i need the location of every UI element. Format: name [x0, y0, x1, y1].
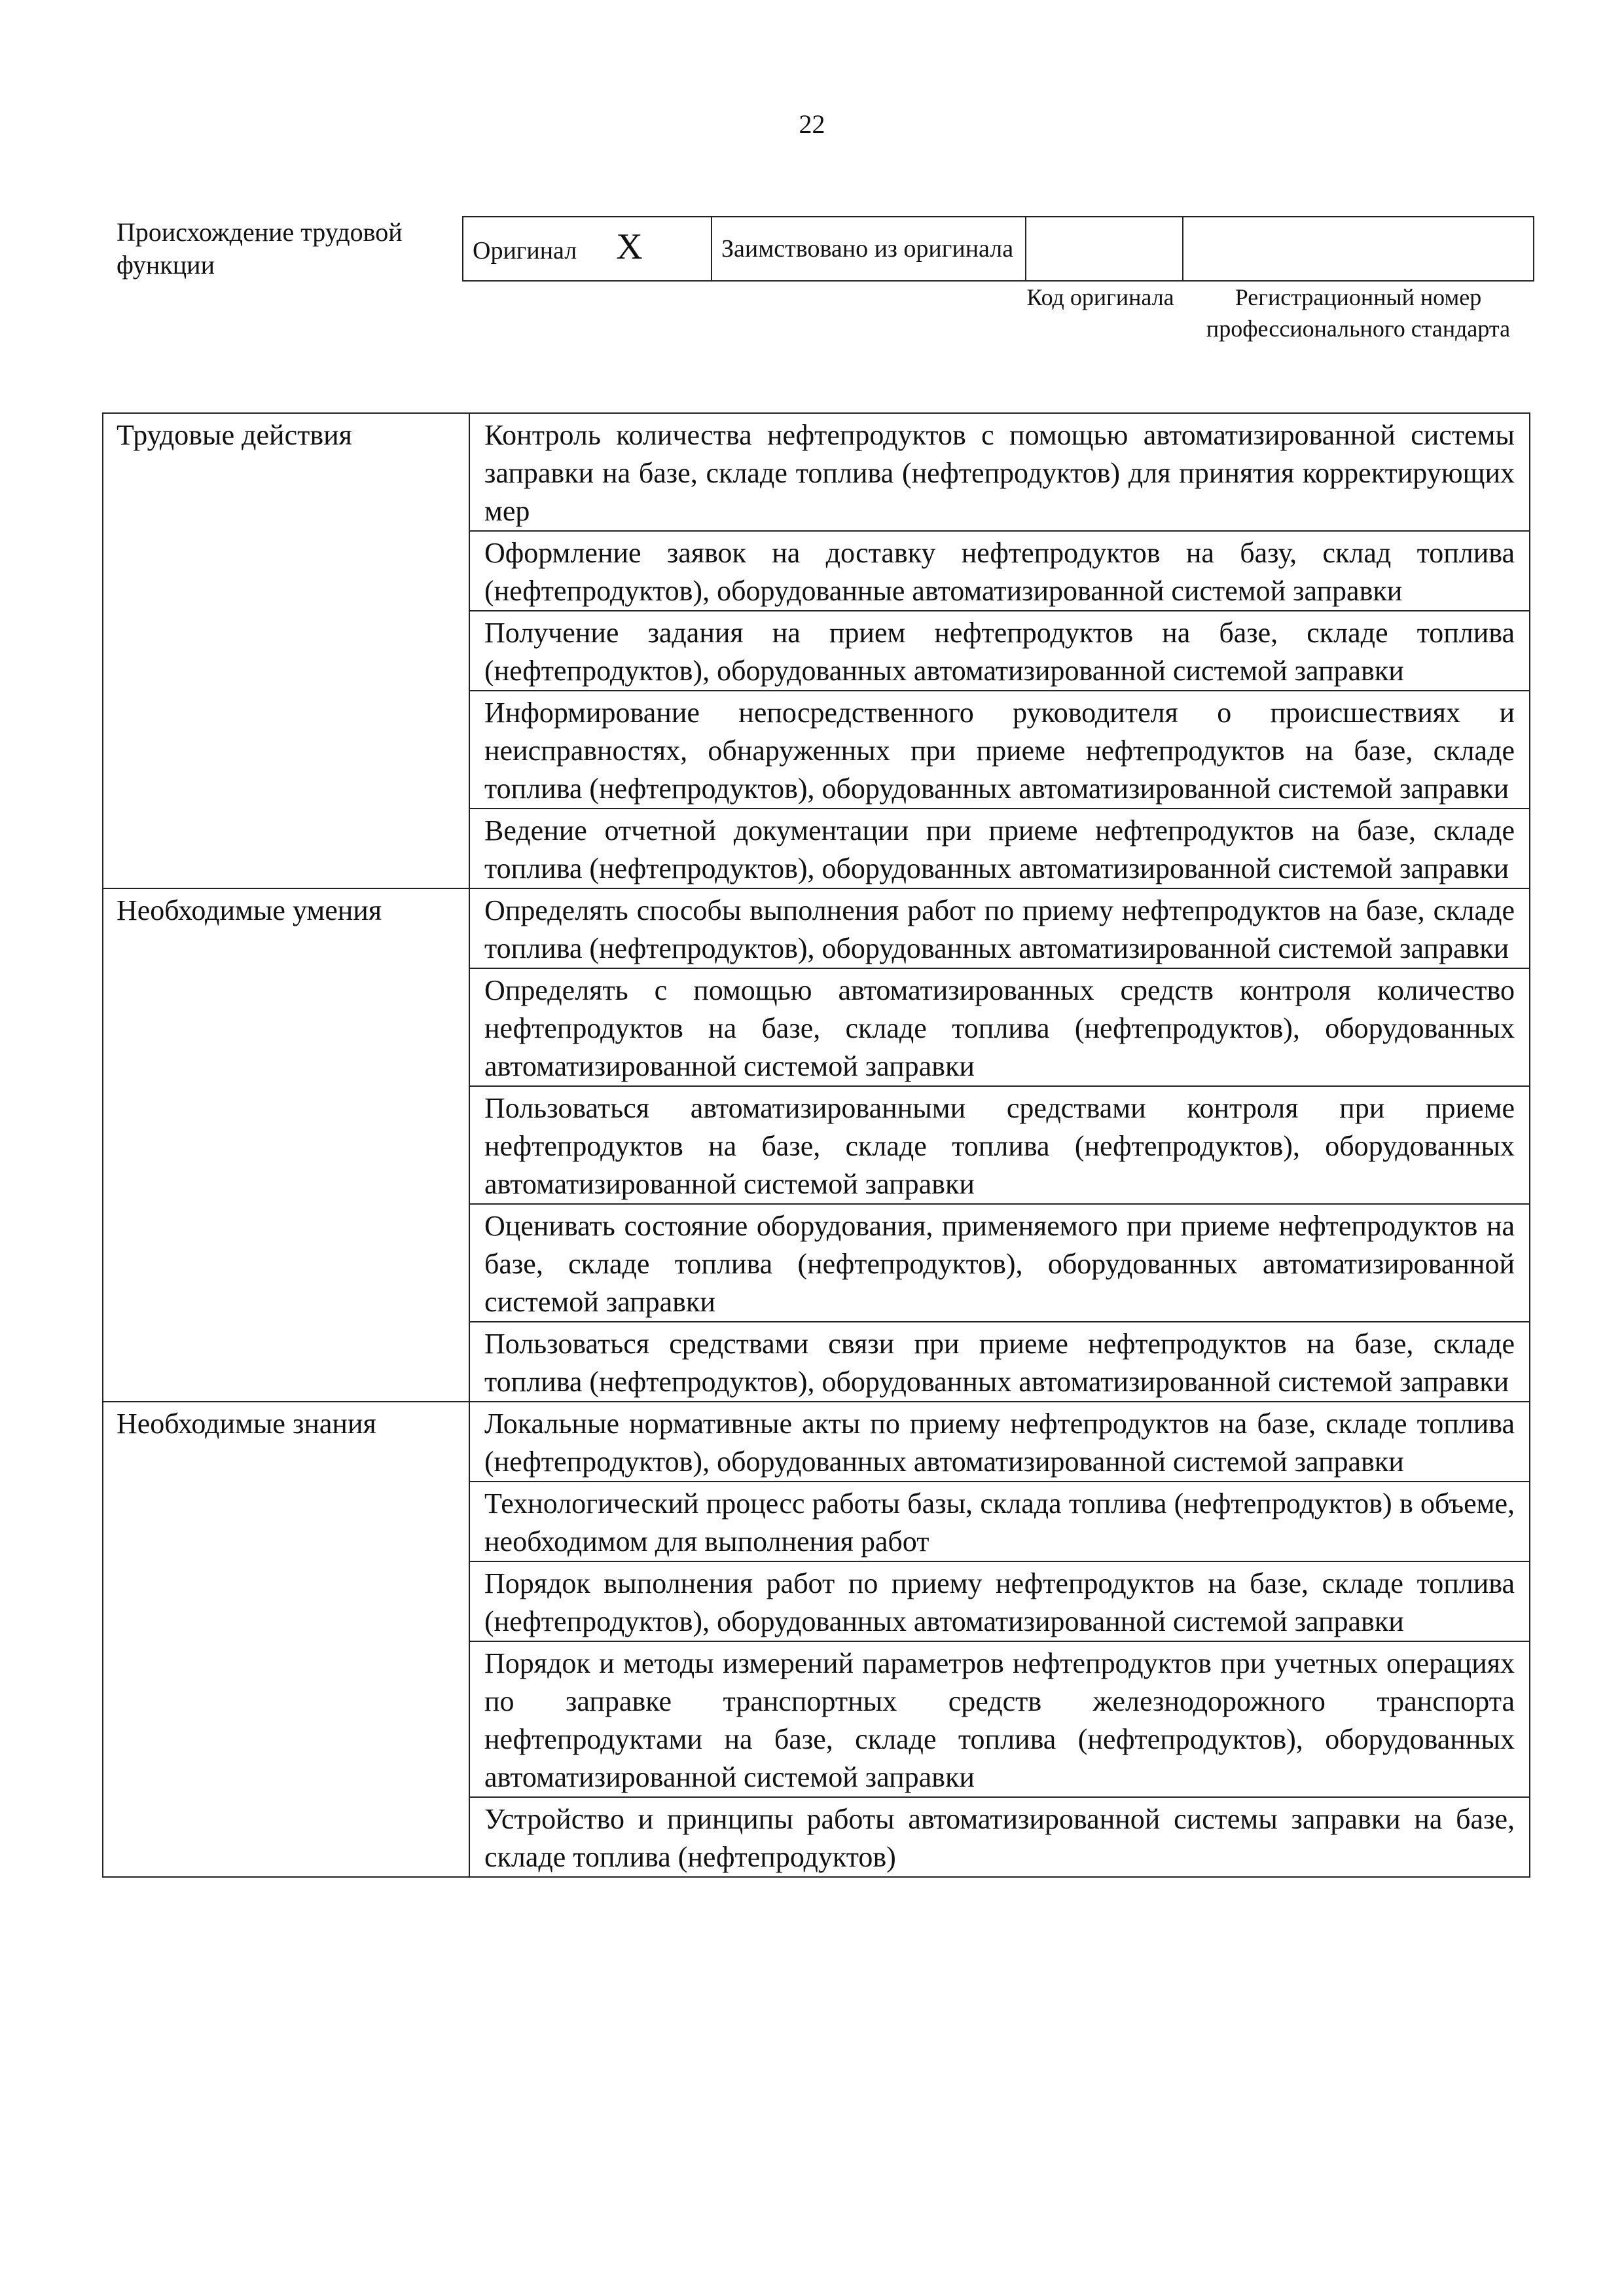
reg-caption: Регистрационный номер профессионального стандарта [1206, 284, 1511, 342]
table-row [103, 1402, 1530, 1482]
code-value-cell [1026, 217, 1183, 281]
table-row [103, 413, 1530, 531]
original-cell [463, 217, 712, 281]
section-item: Технологический процесс работы базы, склада топлива (нефтепродуктов) в объеме, необходимом для выполнения работ [469, 1482, 1530, 1561]
original-label: Оригинал [473, 237, 577, 264]
section-title: Трудовые действия [103, 413, 469, 888]
section-item: Порядок выполнения работ по приему нефтепродуктов на базе, складе топлива (нефтепродуктов), оборудованных автоматизированной системой заправки [469, 1561, 1530, 1641]
section-item: Определять с помощью автоматизированных средств контроля количество нефтепродуктов на базе, складе топлива (нефтепродуктов), оборудованных автоматизированной системой заправки [469, 968, 1530, 1086]
reg-value-cell [1183, 217, 1534, 281]
section-title: Необходимые знания [103, 1402, 469, 1877]
table-row [103, 888, 1530, 968]
original-mark: X [616, 227, 643, 267]
section-item: Порядок и методы измерений параметров нефтепродуктов при учетных операциях по заправке транспортных средств железнодорожного транспорта нефтепродуктами на базе, складе топлива (нефтепродуктов), оборудованных автоматизированной системой заправки [469, 1641, 1530, 1797]
section-item: Оформление заявок на доставку нефтепродуктов на базу, склад топлива (нефтепродуктов), оборудованные автоматизированной системой заправки [469, 531, 1530, 611]
page-number: 22 [799, 109, 825, 139]
section-item: Контроль количества нефтепродуктов с помощью автоматизированной системы заправки на базе, складе топлива (нефтепродуктов) для принятия корректирующих мер [469, 413, 1530, 531]
section-item: Пользоваться средствами связи при приеме нефтепродуктов на базе, складе топлива (нефтепродуктов), оборудованных автоматизированной системой заправки [469, 1322, 1530, 1402]
section-item: Устройство и принципы работы автоматизированной системы заправки на базе, складе топлива (нефтепродуктов) [469, 1797, 1530, 1877]
section-item: Определять способы выполнения работ по приему нефтепродуктов на базе, складе топлива (нефтепродуктов), оборудованных автоматизированной системой заправки [469, 888, 1530, 968]
section-item: Получение задания на прием нефтепродуктов на базе, складе топлива (нефтепродуктов), оборудованных автоматизированной системой заправки [469, 611, 1530, 691]
code-caption: Код оригинала [1026, 284, 1174, 310]
labor-function-body [103, 413, 1530, 1877]
section-item: Информирование непосредственного руководителя о происшествиях и неисправностях, обнаруженных при приеме нефтепродуктов на базе, складе топлива (нефтепродуктов), оборудованных автоматизированной системой заправки [469, 691, 1530, 809]
section-title: Необходимые умения [103, 888, 469, 1402]
section-item: Пользоваться автоматизированными средствами контроля при приеме нефтепродуктов на базе, складе топлива (нефтепродуктов), оборудованных автоматизированной системой заправки [469, 1086, 1530, 1204]
origin-table [462, 216, 1534, 282]
section-item: Оценивать состояние оборудования, применяемого при приеме нефтепродуктов на базе, складе топлива (нефтепродуктов), оборудованных автоматизированной системой заправки [469, 1204, 1530, 1322]
origin-label: Происхождение трудовой функции [117, 217, 403, 280]
section-item: Ведение отчетной документации при приеме нефтепродуктов на базе, складе топлива (нефтепродуктов), оборудованных автоматизированной системой заправки [469, 809, 1530, 888]
borrowed-label: Заимствовано из оригинала [712, 217, 1026, 281]
section-item: Локальные нормативные акты по приему нефтепродуктов на базе, складе топлива (нефтепродуктов), оборудованных автоматизированной системой заправки [469, 1402, 1530, 1482]
labor-function-table [102, 412, 1530, 1878]
